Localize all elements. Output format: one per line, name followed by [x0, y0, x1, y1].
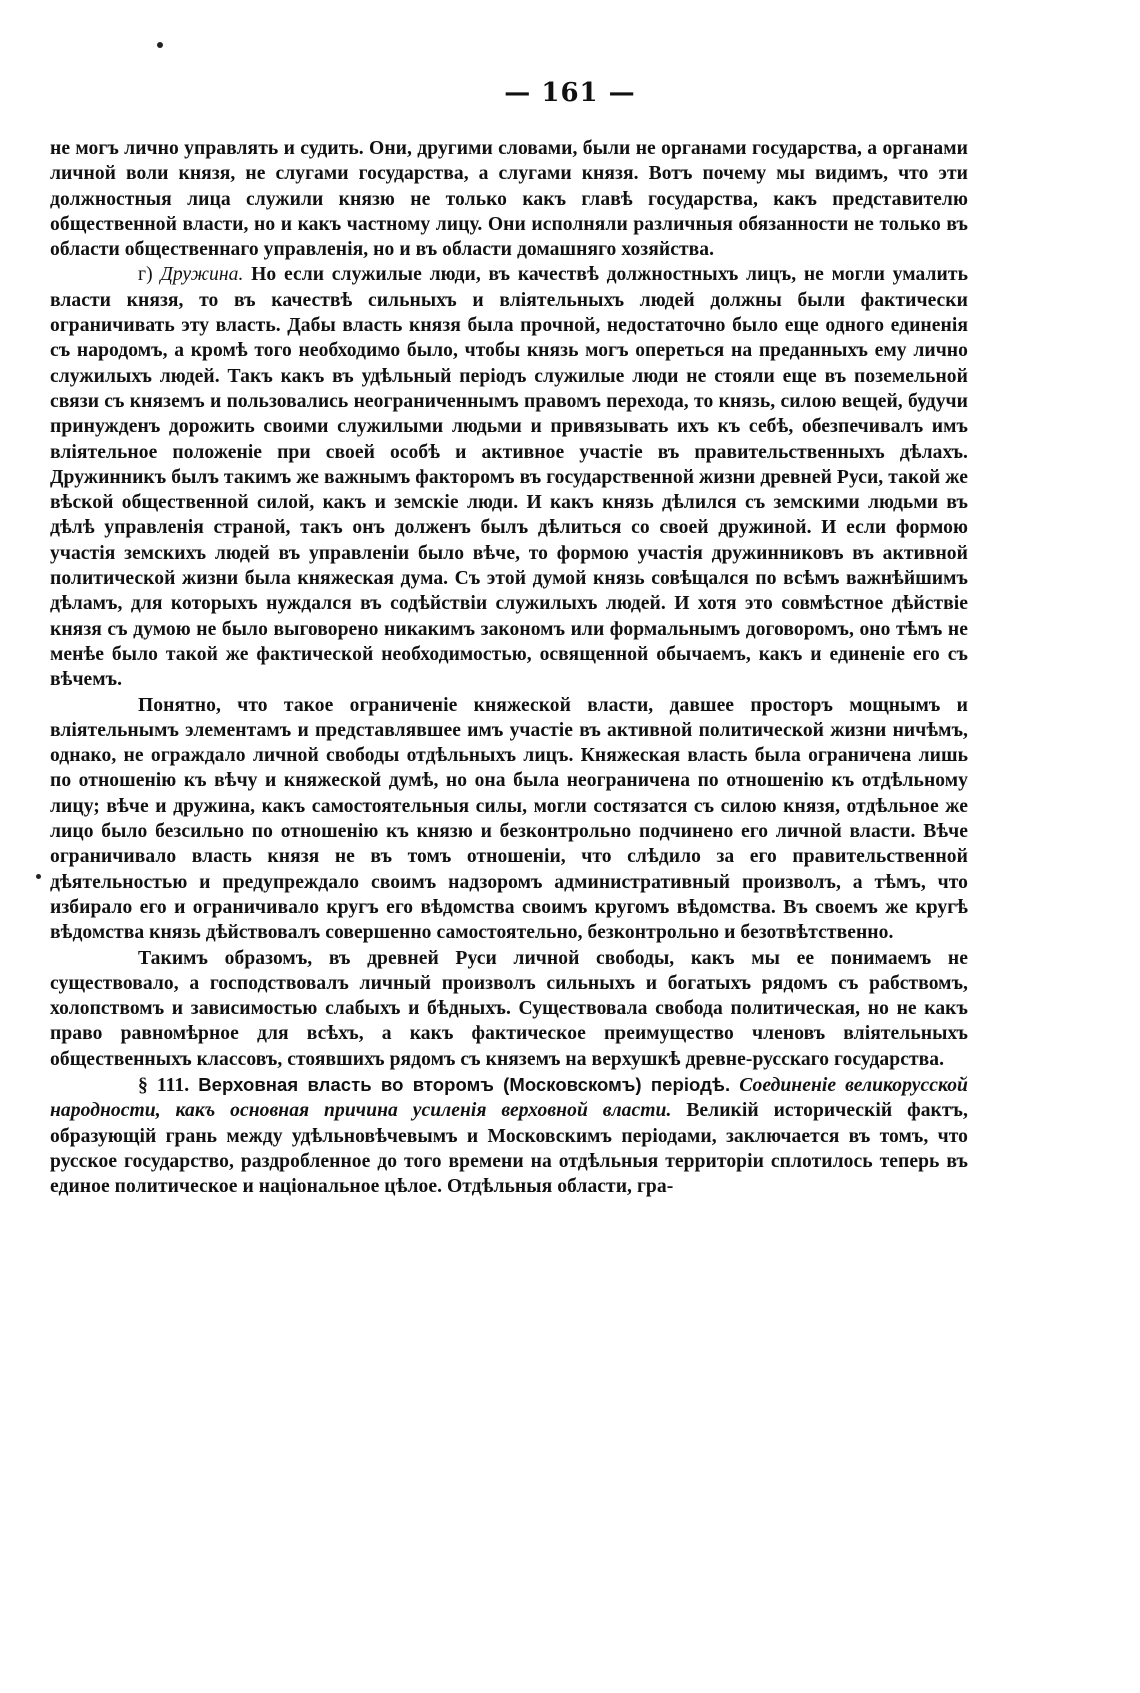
- subsection-title: Дружина.: [160, 264, 244, 286]
- paragraph-limitation: Понятно, что такое ограниченіе княжеской власти, давшее просторъ мощнымъ и вліятельнымъ элементамъ и представлявшее имъ участіе въ активной политической жизни ничѣмъ, однако, не ограждало личной свободы отдѣльныхъ лицъ. Княжеская власть была ограничена лишь по отношенію къ вѣчу и княжеской думѣ, но она была неограничена по отношенію къ отдѣльному лицу; вѣче и дружина, какъ самостоятельныя силы, могли состязатся съ силою князя, отдѣльное же лицо было безсильно по отношенію къ князю и безконтрольно подчинено его личной власти. Вѣче ограничивало власть князя не въ томъ отношеніи, что слѣдило за его правительственной дѣятельностью и предупреждало своимъ надзоромъ административный произволъ, а тѣмъ, что избирало его и ограничивало кругъ его вѣдомства своимъ кругомъ вѣдомства. Въ своемъ же кругѣ вѣдомства князь дѣйствовалъ совершенно самостоятельно, безконтрольно и безотвѣтственно.: [50, 694, 968, 944]
- paragraph-conclusion: Такимъ образомъ, въ древней Руси личной свободы, какъ мы ее понимаемъ не существовало, а господствовалъ личный произволъ сильныхъ и богатыхъ рядомъ съ рабствомъ, холопствомъ и зависимостью слабыхъ и бѣдныхъ. Существовала свобода политическая, но не какъ право равномѣрное для всѣхъ, а какъ фактическое преимущество членовъ вліятельныхъ общественныхъ классовъ, стоявшихъ рядомъ съ княземъ на верхушкѣ древне-русскаго государства.: [50, 947, 968, 1070]
- paragraph-text: Но если служилые люди, въ качествѣ должностныхъ лицъ, не могли умалить власти князя, то въ качествѣ сильныхъ и вліятельныхъ людей должны были фактически ограничивать эту власть. Дабы власть князя была прочной, недостаточно было еще одного единенія съ народомъ, а кромѣ того необходимо было, чтобы князь могъ опереться на преданныхъ ему лично служилыхъ людей. Такъ какъ въ удѣльный періодъ служилые люди не стояли еще въ поземельной связи съ княземъ и пользовались неограниченнымъ правомъ перехода, то князь, силою вещей, будучи принужденъ дорожить своими служилыми людьми и привязывать ихъ къ себѣ, обезпечивалъ имъ вліятельное положеніе при своей особѣ и активное участіе въ правительственныхъ дѣлахъ. Дружинникъ былъ такимъ же важнымъ факторомъ въ государственной жизни древней Руси, такой же вѣской общественной силой, какъ и земскіе люди. И какъ князь дѣлился съ земскими людьми въ дѣлѣ управленія страной, такъ онъ долженъ былъ дѣлиться со своей дружиной. И если формою участія земскихъ людей въ управленіи было вѣче, то формою участія дружинниковъ въ активной политической жизни была княжеская дума. Съ этой думой князь совѣщался по всѣмъ важнѣйшимъ дѣламъ, для которыхъ нуждался въ содѣйствіи служилыхъ людей. И хотя это совмѣстное дѣйствіе князя съ думою не было выговорено никакимъ закономъ или формальнымъ договоромъ, оно тѣмъ не менѣе было такой же фактической необходимостью, освященной обычаемъ, какъ и единеніе его съ вѣчемъ.: [50, 264, 968, 691]
- page-number: — 161 —: [504, 78, 636, 108]
- print-speck: [36, 874, 41, 879]
- body-text: [50, 136, 968, 1199]
- paragraph-continuation: не могъ лично управлять и судить. Они, другими словами, были не органами государства, а органами личной воли князя, не слугами государства, а слугами князя. Вотъ почему мы видимъ, что эти должностныя лица служили князю не только какъ главѣ государства, какъ представителю общественной власти, но и какъ частному лицу. Они исполняли различныя обязанности не только въ области общественнаго управленія, но и въ области домашняго хозяйства.: [50, 138, 968, 261]
- section-subtitle: Соединеніе великорусской народности, какъ основная причина усиленія верховной власти.: [50, 1074, 968, 1122]
- section-number: § 111.: [138, 1074, 190, 1096]
- section-text: Великій историческій фактъ, образующій грань между удѣльновѣчевымъ и Московскимъ періодами, заключается въ томъ, что русское государство, раздробленное до того времени на отдѣльныя территоріи сплотилось теперь въ единое политическое и національное цѣлое. Отдѣльныя области, гра-: [50, 1100, 968, 1198]
- subsection-label: г): [138, 264, 153, 286]
- section-heading: Верховная власть во второмъ (Московскомъ) періодѣ.: [198, 1073, 731, 1095]
- print-speck: [157, 42, 163, 48]
- section-111: [50, 1072, 968, 1199]
- paragraph-druzhina: [50, 262, 968, 692]
